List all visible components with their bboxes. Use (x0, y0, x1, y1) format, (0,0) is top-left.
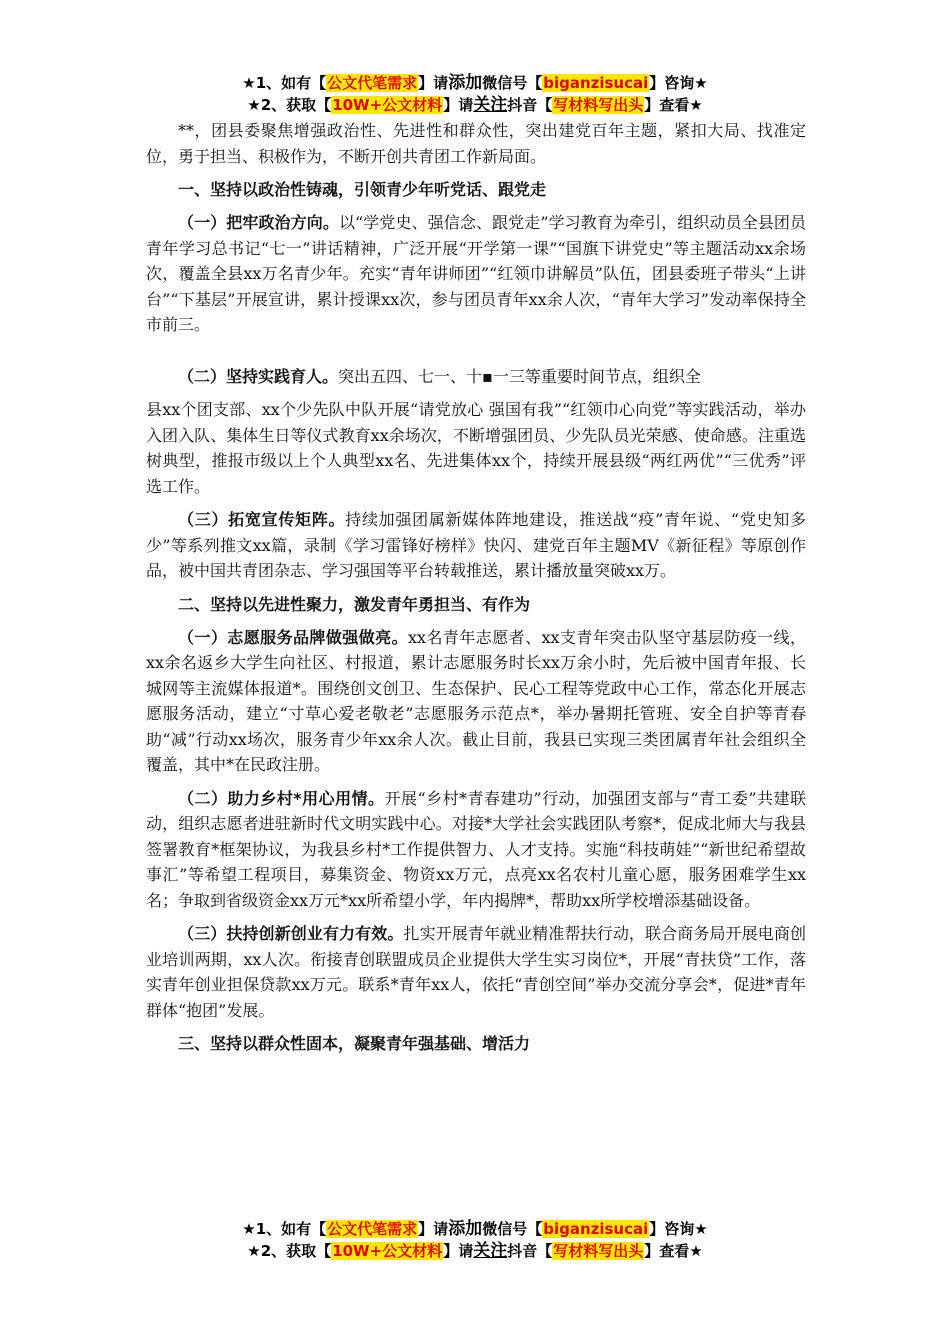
banner-line-2 (120, 1240, 830, 1262)
top-banner (120, 72, 830, 116)
banner-line-1 (120, 1218, 830, 1240)
bottom-banner (120, 1218, 830, 1262)
paragraph-s1-2-first-line (146, 364, 806, 390)
banner-text: 】咨询★ (649, 1220, 708, 1238)
douyin-id: 写材料写出头 (553, 1242, 644, 1260)
subheading: （二）助力乡村*用心用情。 (178, 788, 385, 808)
section-2-title: 二、坚持以先进性聚力，激发青年勇担当、有作为 (178, 594, 531, 614)
banner-text: 】请 (418, 1220, 449, 1238)
banner-text: 微信号【 (482, 1220, 543, 1238)
banner-text: ★2、获取【 (247, 96, 332, 114)
paragraph-s2-2 (146, 786, 806, 914)
wechat-id: biganzisucai (543, 1220, 649, 1238)
banner-text: 抖音【 (507, 1242, 553, 1260)
wechat-id: biganzisucai (543, 74, 649, 92)
paragraph-s2-1 (146, 625, 806, 778)
banner-text: 】查看★ (644, 1242, 703, 1260)
paragraph-text: 以“学党史、强信念、跟党走”学习教育为牵引，组织动员全县团员青年学习总书记“七一”讲话精神，广泛开展“开学第一课”“国旗下讲党史”等主题活动xx余场次，覆盖全县xx万名青少年。充实“青年讲师团”“红领巾讲解员”队伍，团县委班子带头“上讲台”“下基层”开展宣讲，累计授课xx次，参与团员青年xx余人次，“青年大学习”发动率保持全市前三。 (146, 213, 806, 334)
highlight-materials: 10W+公文材料 (332, 96, 443, 114)
subheading: （三）扶持创新创业有力有效。 (178, 924, 404, 943)
banner-text: ★1、如有【 (242, 74, 327, 92)
banner-text: 】请 (418, 74, 449, 92)
banner-text: 】咨询★ (649, 74, 708, 92)
paragraph-s1-1 (146, 210, 806, 338)
highlight-service: 公文代笔需求 (327, 74, 418, 92)
paragraph-text: xx名青年志愿者、xx支青年突击队坚守基层防疫一线，xx余名返乡大学生向社区、村报道，累计志愿服务时长xx万余小时，先后被中国青年报、长城网等主流媒体报道*。围绕创文创卫、生态保护、民心工程等党政中心工作，常态化开展志愿服务活动，建立“寸草心爱老敬老”志愿服务示范点*，举办暑期托管班、安全自护等青春助“减”行动xx场次，服务青少年xx余人次。截止目前，我县已实现三类团属青年社会组织全覆盖，其中*在民政注册。 (146, 627, 806, 774)
banner-line-1 (120, 72, 830, 94)
banner-text: 】请 (443, 1242, 474, 1260)
paragraph-text: 持续加强团属新媒体阵地建设，推送战“疫”青年说、“党史知多少”等系列推文xx篇，录制《学习雷锋好榜样》快闪、建党百年主题MV《新征程》等原创作品，被中国共青团杂志、学习强国等平台转载推送，累计播放量突破xx万。 (146, 510, 806, 580)
subheading: （一）志愿服务品牌做强做亮。 (178, 627, 409, 647)
intro-paragraph: **，团县委聚焦增强政治性、先进性和群众性，突出建党百年主题，紧扣大局、找准定位，勇于担当、积极作为，不断开创共青团工作新局面。 (146, 121, 806, 166)
highlight-materials: 10W+公文材料 (332, 1242, 443, 1260)
banner-text: 抖音【 (507, 96, 553, 114)
banner-text: ★2、获取【 (247, 1242, 332, 1260)
douyin-id: 写材料写出头 (553, 96, 644, 114)
section-1-title: 一、坚持以政治性铸魂，引领青少年听党话、跟党走 (178, 180, 547, 199)
highlight-service: 公文代笔需求 (327, 1220, 418, 1238)
paragraph-text: 开展“乡村*青春建功”行动，加强团支部与“青工委”共建联动，组织志愿者进驻新时代文明实践中心。对接*大学社会实践团队考察*，促成北师大与我县签署教育*框架协议，为我县乡村*工作提供智力、人才支持。实施“科技萌娃”“新世纪希望故事汇”等希望工程项目，募集资金、物资xx万元，点亮xx名农村儿童心愿，服务困难学生xx名；争取到省级资金xx万元*xx所希望小学，年内揭牌*，帮助xx所学校增添基础设备。 (146, 788, 806, 910)
paragraph-text: 突出五四、七一、十▪一三等重要时间节点，组织全 (338, 366, 701, 386)
section-3-title: 三、坚持以群众性固本，凝聚青年强基础、增活力 (178, 1034, 531, 1053)
banner-text: 】查看★ (644, 96, 703, 114)
subheading: （一）把牢政治方向。 (178, 213, 339, 232)
banner-text: 关注 (473, 1241, 508, 1261)
banner-text: 关注 (473, 95, 508, 115)
subheading: （二）坚持实践育人。 (178, 366, 339, 386)
paragraph-s1-2-rest: 县xx个团支部、xx个少先队中队开展“请党放心 强国有我”“红领巾心向党”等实践活动，举办入团入队、集体生日等仪式教育xx余场次，不断增强团员、少先队员光荣感、使命感。注重选树典型，推报市级以上个人典型xx名、先进集体xx个，持续开展县级“两红两优”“三优秀”评选工作。 (146, 400, 806, 496)
banner-text: ★1、如有【 (242, 1220, 327, 1238)
paragraph-text: 扎实开展青年就业精准帮扶行动，联合商务局开展电商创业培训两期，xx人次。衔接青创联盟成员企业提供大学生实习岗位*，开展“青扶贷”工作，落实青年创业担保贷款xx万元。联系*青年xx人，依托“青创空间”举办交流分享会*，促进*青年群体“抱团”发展。 (146, 924, 806, 1020)
banner-line-2 (120, 94, 830, 116)
banner-text: 添加 (448, 1219, 483, 1239)
banner-text: 微信号【 (482, 74, 543, 92)
banner-text: 添加 (448, 73, 483, 93)
document-body (146, 118, 806, 1056)
subheading: （三）拓宽宣传矩阵。 (178, 510, 346, 529)
paragraph-s1-3 (146, 507, 806, 584)
banner-text: 】请 (443, 96, 474, 114)
paragraph-s2-3 (146, 921, 806, 1023)
